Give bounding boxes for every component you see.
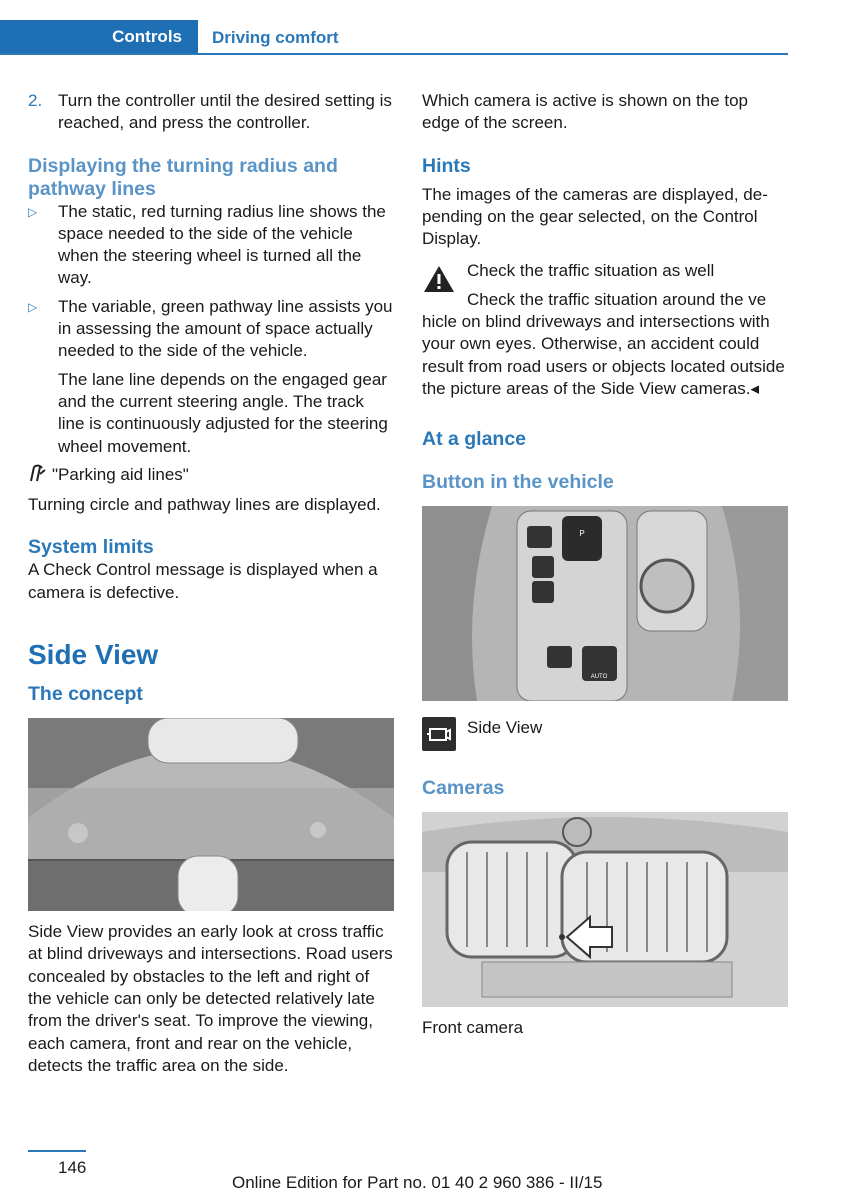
hints-text: The images of the cameras are displayed, depending on the gear selected, on the Control Display. <box>422 184 768 249</box>
parking-aid-lines-row <box>28 464 394 488</box>
heading-hints: Hints <box>422 154 471 177</box>
side-view-label: Side View <box>467 718 543 738</box>
bullet-variable-line <box>28 296 394 363</box>
active-camera-text: Which camera is active is shown on the top edge of the screen. <box>422 91 748 133</box>
warning-icon <box>422 264 456 294</box>
bullet-triangle-icon: ▷ <box>28 204 38 219</box>
subsection-title: Driving comfort <box>212 28 339 47</box>
bullet-continuation: The lane line depends on the engaged gear and the current steering angle. The track line is continuously adjusted for the steering wheel movement. <box>58 369 388 456</box>
heading-turning-radius: Displaying the turning radius and pathway lines <box>28 154 338 200</box>
console-illustration <box>422 506 788 701</box>
edition-text: Online Edition for Part no. 01 40 2 960 386 - II/15 <box>232 1173 603 1192</box>
footer-rule <box>28 1150 86 1152</box>
step-text: Turn the controller until the desired setting is reached, and press the controller. <box>58 91 392 133</box>
header-rule <box>0 53 788 55</box>
heading-system-limits: System limits <box>28 536 154 559</box>
warning-text-rest: hicle on blind driveways and intersections with your own eyes. Otherwise, an accident could result from road users or objects located outside the picture areas of the Side View cameras.◂ <box>422 312 785 398</box>
bullet-text: The variable, green pathway line assists you in assessing the amount of space actually needed to the side of the vehicle. <box>58 296 393 361</box>
step-2 <box>28 90 394 135</box>
left-column <box>28 90 394 1077</box>
concept-text: Side View provides an early look at cross traffic at blind driveways and intersections. Road users concealed by obstacles to the left and right of the vehicle can only be detected relatively late from the driver's seat. To improve the viewing, each camera, front and rear on the vehicle, detects the traffic area on the side. <box>28 922 393 1075</box>
parking-aid-label: "Parking aid lines" <box>52 464 189 484</box>
bullet-triangle-icon: ▷ <box>28 299 38 314</box>
warning-title: Check the traffic situation as well <box>467 261 715 281</box>
parking-lines-icon <box>28 464 52 488</box>
concept-illustration <box>28 718 394 911</box>
parking-aid-desc: Turning circle and pathway lines are displayed. <box>28 495 381 515</box>
section-tab <box>0 20 198 54</box>
section-title: Controls <box>112 27 182 46</box>
heading-side-view: Side View <box>28 639 159 671</box>
page-number: 146 <box>58 1158 87 1177</box>
warning-block <box>422 260 788 400</box>
auto-label: AUTO <box>590 674 608 681</box>
heading-button-in-vehicle: Button in the vehicle <box>422 471 614 494</box>
heading-at-a-glance: At a glance <box>422 428 527 451</box>
warning-text-first: Check the traffic situation around the ve <box>467 289 767 309</box>
front-camera-illustration <box>422 812 788 1007</box>
bullet-static-line <box>28 201 394 290</box>
gear-p-label: P <box>579 529 585 539</box>
heading-concept: The concept <box>28 683 143 706</box>
right-column <box>422 90 788 1040</box>
system-limits-text: A Check Control message is displayed when a camera is defective. <box>28 560 378 602</box>
bullet-text: The static, red turning radius line shows the space needed to the side of the vehicle when the steering wheel is turned all the way. <box>58 201 386 288</box>
front-camera-caption: Front camera <box>422 1018 524 1038</box>
step-number: 2. <box>28 91 43 110</box>
heading-cameras: Cameras <box>422 777 505 800</box>
side-view-camera-icon <box>422 717 456 751</box>
side-view-button-legend <box>422 717 788 751</box>
